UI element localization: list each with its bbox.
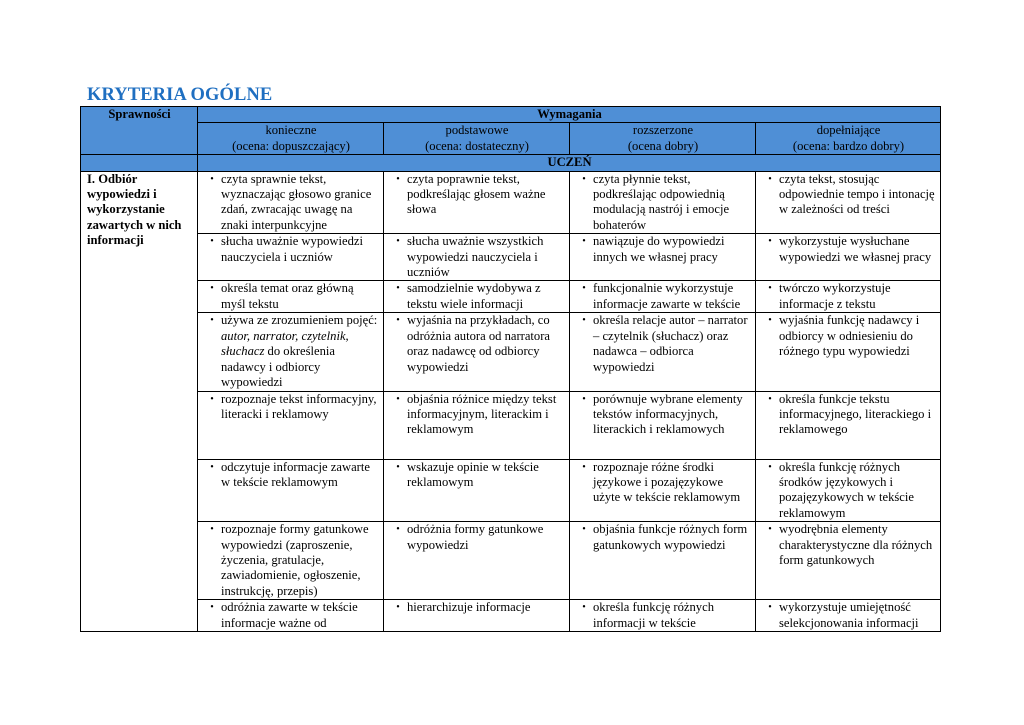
list-item bbox=[203, 172, 379, 234]
criteria-table bbox=[80, 106, 941, 632]
criterion-cell bbox=[384, 459, 570, 522]
criterion-text: hierarchizuje informacje bbox=[407, 600, 531, 615]
table-row bbox=[81, 522, 941, 600]
table-row bbox=[81, 459, 941, 522]
criterion-text: porównuje wybrane elementy tekstów informacyjnych, literackich i reklamowych bbox=[593, 391, 743, 437]
criterion-text: wyodrębnia elementy charakterystyczne dla różnych form gatunkowych bbox=[779, 522, 933, 567]
bullet-icon: • bbox=[582, 602, 586, 614]
criterion-cell bbox=[756, 522, 941, 600]
bullet-icon: • bbox=[396, 283, 400, 295]
skill-cell: I. Odbiór wypowiedzi i wykorzystanie zawartych w nich informacji bbox=[81, 171, 198, 631]
list-item bbox=[389, 522, 565, 553]
criterion-cell bbox=[384, 313, 570, 391]
table-row bbox=[81, 234, 941, 281]
bullet-icon: • bbox=[768, 283, 772, 295]
document-title: KRYTERIA OGÓLNE bbox=[87, 85, 273, 105]
criterion-text: samodzielnie wydobywa z tekstu wiele informacji bbox=[407, 281, 541, 311]
bullet-icon: • bbox=[396, 393, 400, 405]
criterion-text: wyjaśnia funkcję nadawcy i odbiorcy w odniesieniu do różnego typu wypowiedzi bbox=[779, 313, 920, 359]
bullet-icon: • bbox=[210, 602, 214, 614]
table-row bbox=[81, 391, 941, 459]
level-header-4 bbox=[756, 123, 941, 155]
list-item bbox=[575, 172, 751, 234]
skills-header: Sprawności bbox=[81, 107, 198, 155]
list-item bbox=[203, 281, 379, 312]
list-item bbox=[575, 460, 751, 506]
bullet-icon: • bbox=[582, 393, 586, 405]
bullet-icon: • bbox=[210, 283, 214, 295]
criterion-text: objaśnia różnice między tekst informacyjnym, literackim i reklamowym bbox=[407, 391, 557, 437]
list-item bbox=[761, 460, 936, 522]
bullet-icon: • bbox=[396, 461, 400, 473]
bullet-icon: • bbox=[396, 602, 400, 614]
bullet-icon: • bbox=[768, 393, 772, 405]
criterion-text: odróżnia zawarte w tekście informacje ważne od bbox=[221, 600, 358, 630]
student-header: UCZEŃ bbox=[198, 155, 941, 171]
criterion-text: czyta poprawnie tekst, podkreślając głosem ważne słowa bbox=[407, 171, 546, 217]
list-item bbox=[575, 281, 751, 312]
level-name: konieczne bbox=[265, 123, 317, 138]
bullet-icon: • bbox=[210, 173, 214, 185]
criterion-text: czyta tekst, stosując odpowiednie tempo i intonację w zależności od treści bbox=[779, 171, 935, 217]
list-item bbox=[203, 392, 379, 423]
criterion-text: słucha uważnie wszystkich wypowiedzi nauczyciela i uczniów bbox=[407, 234, 544, 280]
criterion-cell bbox=[198, 281, 384, 313]
criterion-text: czyta sprawnie tekst, wyznaczając głosowo granice zdań, zwracając uwagę na znaki interpunkcyjne bbox=[221, 171, 372, 232]
list-item bbox=[761, 313, 936, 359]
criterion-cell bbox=[384, 234, 570, 281]
list-item bbox=[203, 460, 379, 491]
criterion-text: twórczo wykorzystuje informacje z tekstu bbox=[779, 281, 891, 311]
bullet-icon: • bbox=[210, 393, 214, 405]
criterion-cell bbox=[756, 234, 941, 281]
criterion-text: objaśnia funkcje różnych form gatunkowych wypowiedzi bbox=[593, 522, 748, 552]
list-item bbox=[761, 172, 936, 218]
bullet-icon: • bbox=[768, 602, 772, 614]
bullet-icon: • bbox=[582, 524, 586, 536]
criterion-text: rozpoznaje różne środki językowe i pozajęzykowe użyte w tekście reklamowym bbox=[593, 459, 741, 505]
list-item bbox=[389, 172, 565, 218]
bullet-icon: • bbox=[582, 461, 586, 473]
criterion-cell bbox=[756, 171, 941, 234]
criterion-cell bbox=[570, 600, 756, 632]
criterion-cell bbox=[198, 313, 384, 391]
criterion-cell bbox=[756, 459, 941, 522]
criterion-cell bbox=[570, 234, 756, 281]
bullet-icon: • bbox=[768, 236, 772, 248]
bullet-icon: • bbox=[768, 173, 772, 185]
level-grade: (ocena: dopuszczający) bbox=[232, 138, 350, 153]
bullet-icon: • bbox=[396, 236, 400, 248]
level-header-3 bbox=[570, 123, 756, 155]
level-name: podstawowe bbox=[445, 123, 509, 138]
criterion-text: rozpoznaje tekst informacyjny, literacki i reklamowy bbox=[221, 391, 377, 421]
criterion-cell bbox=[570, 281, 756, 313]
criterion-cell bbox=[570, 171, 756, 234]
criterion-cell bbox=[384, 281, 570, 313]
list-item bbox=[761, 234, 936, 265]
criterion-cell bbox=[570, 313, 756, 391]
list-item bbox=[203, 234, 379, 265]
list-item bbox=[389, 392, 565, 438]
list-item bbox=[203, 313, 379, 390]
list-item bbox=[389, 460, 565, 491]
criterion-cell bbox=[384, 600, 570, 632]
level-grade: (ocena: dostateczny) bbox=[425, 138, 529, 153]
criterion-text: określa funkcję różnych środków językowych i pozajęzykowych w tekście reklamowym bbox=[779, 459, 914, 520]
level-grade: (ocena: bardzo dobry) bbox=[792, 138, 905, 153]
bullet-icon: • bbox=[210, 461, 214, 473]
criterion-text: wykorzystuje umiejętność selekcjonowania informacji bbox=[779, 600, 919, 630]
criteria-rows bbox=[81, 171, 941, 631]
bullet-icon: • bbox=[396, 315, 400, 327]
list-item bbox=[761, 600, 936, 631]
list-item bbox=[575, 522, 751, 553]
level-header-2 bbox=[384, 123, 570, 155]
list-item bbox=[389, 281, 565, 312]
criterion-text: odczytuje informacje zawarte w tekście reklamowym bbox=[221, 459, 370, 489]
list-item bbox=[761, 522, 936, 568]
bullet-icon: • bbox=[582, 173, 586, 185]
criterion-cell bbox=[198, 522, 384, 600]
bullet-icon: • bbox=[582, 236, 586, 248]
criterion-cell bbox=[384, 522, 570, 600]
table-row bbox=[81, 171, 941, 234]
criterion-text: słucha uważnie wypowiedzi nauczyciela i uczniów bbox=[221, 234, 363, 264]
criterion-cell bbox=[570, 522, 756, 600]
level-header-1 bbox=[198, 123, 384, 155]
criterion-text: wykorzystuje wysłuchane wypowiedzi we własnej pracy bbox=[779, 234, 932, 264]
criterion-cell bbox=[756, 600, 941, 632]
criterion-text: używa ze zrozumieniem pojęć: autor, narrator, czytelnik, słuchacz do określenia nadawcy i odbiorcy wypowiedzi bbox=[221, 313, 378, 390]
bullet-icon: • bbox=[210, 315, 214, 327]
bullet-icon: • bbox=[396, 524, 400, 536]
criterion-cell bbox=[570, 459, 756, 522]
table-row bbox=[81, 313, 941, 391]
criterion-cell bbox=[198, 234, 384, 281]
table-row bbox=[81, 600, 941, 632]
criterion-text: czyta płynnie tekst, podkreślając odpowiednią modulacją nastrój i emocje bohaterów bbox=[593, 171, 730, 232]
list-item bbox=[203, 522, 379, 599]
bullet-icon: • bbox=[768, 461, 772, 473]
criterion-cell bbox=[198, 459, 384, 522]
bullet-icon: • bbox=[582, 315, 586, 327]
bullet-icon: • bbox=[768, 315, 772, 327]
list-item bbox=[389, 600, 565, 615]
criterion-text: określa relacje autor – narrator – czytelnik (słuchacz) oraz nadawca – odbiorca wypowiedzi bbox=[593, 313, 748, 374]
list-item bbox=[575, 392, 751, 438]
level-grade: (ocena dobry) bbox=[627, 138, 699, 153]
bullet-icon: • bbox=[210, 236, 214, 248]
criterion-text: określa temat oraz główną myśl tekstu bbox=[221, 281, 354, 311]
criterion-cell bbox=[756, 281, 941, 313]
criterion-cell bbox=[198, 171, 384, 234]
list-item bbox=[389, 313, 565, 375]
criterion-text: nawiązuje do wypowiedzi innych we własnej pracy bbox=[593, 234, 725, 264]
requirements-header: Wymagania bbox=[198, 107, 941, 123]
bullet-icon: • bbox=[210, 524, 214, 536]
criterion-text: wyjaśnia na przykładach, co odróżnia autora od narratora oraz nadawcę od odbiorcy wypowiedzi bbox=[407, 313, 551, 374]
criterion-cell bbox=[756, 391, 941, 459]
criterion-text: wskazuje opinie w tekście reklamowym bbox=[407, 459, 539, 489]
criterion-text: odróżnia formy gatunkowe wypowiedzi bbox=[407, 522, 544, 552]
criterion-cell bbox=[198, 391, 384, 459]
table-row bbox=[81, 281, 941, 313]
criterion-text: rozpoznaje formy gatunkowe wypowiedzi (zaproszenie, życzenia, gratulacje, zawiadomienie, ogłoszenie, instrukcję, przepis) bbox=[221, 522, 369, 598]
level-name: rozszerzone bbox=[632, 123, 694, 138]
criterion-cell bbox=[384, 391, 570, 459]
list-item bbox=[389, 234, 565, 280]
criterion-cell bbox=[756, 313, 941, 391]
criterion-text: określa funkcję różnych informacji w tekście bbox=[593, 600, 714, 630]
list-item bbox=[761, 281, 936, 312]
criterion-text: określa funkcje tekstu informacyjnego, literackiego i reklamowego bbox=[779, 391, 932, 437]
criterion-cell bbox=[198, 600, 384, 632]
list-item bbox=[761, 392, 936, 438]
bullet-icon: • bbox=[396, 173, 400, 185]
level-name: dopełniające bbox=[816, 123, 881, 138]
list-item bbox=[575, 600, 751, 631]
bullet-icon: • bbox=[582, 283, 586, 295]
criterion-cell bbox=[384, 171, 570, 234]
list-item bbox=[575, 234, 751, 265]
list-item bbox=[203, 600, 379, 631]
criterion-text: funkcjonalnie wykorzystuje informacje zawarte w tekście bbox=[593, 281, 741, 311]
list-item bbox=[575, 313, 751, 375]
criterion-cell bbox=[570, 391, 756, 459]
bullet-icon: • bbox=[768, 524, 772, 536]
